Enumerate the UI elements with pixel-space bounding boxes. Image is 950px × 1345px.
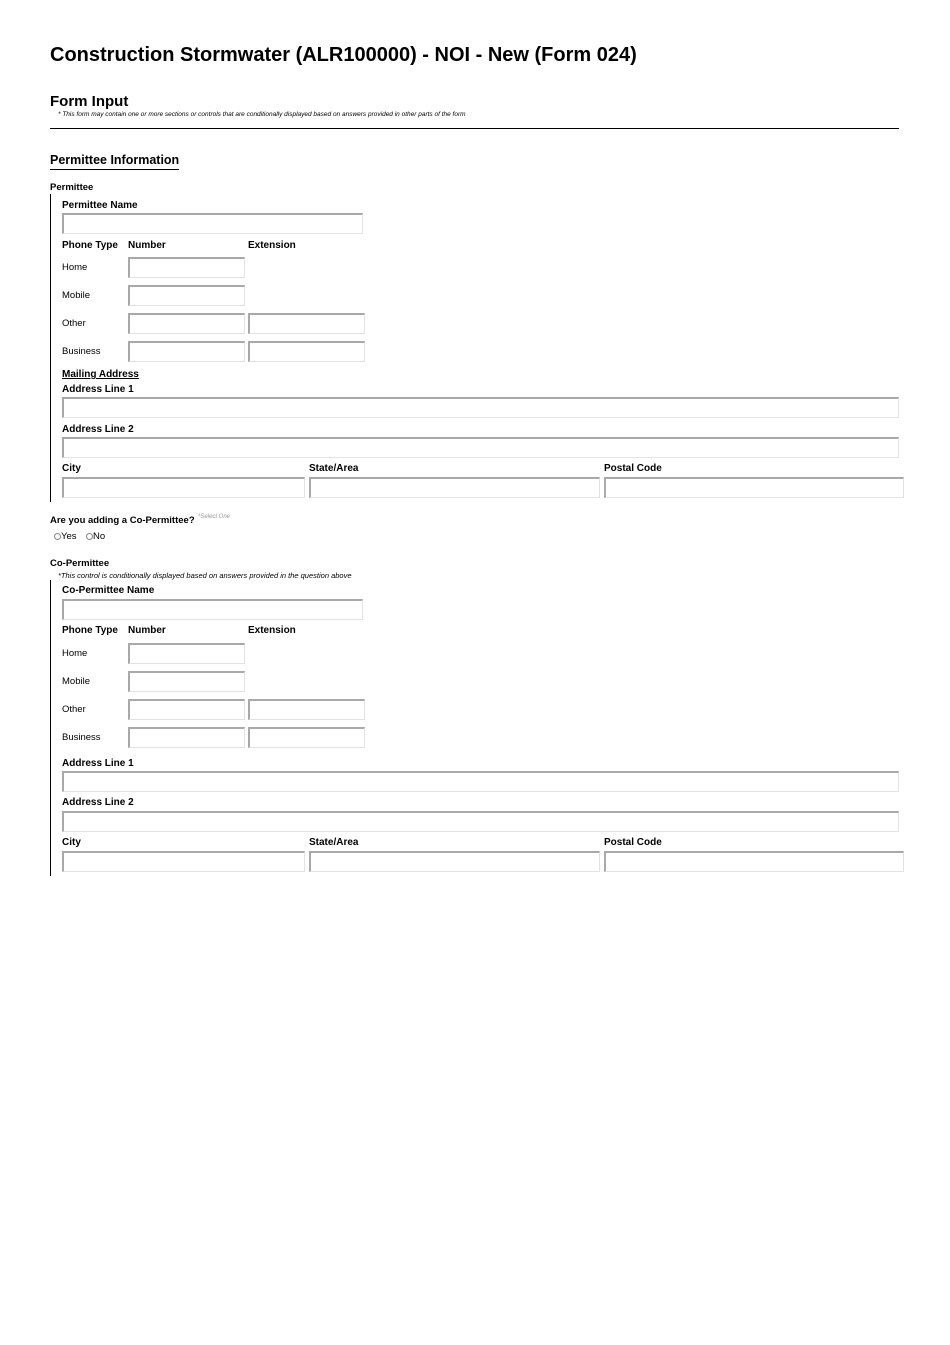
- co-permittee-state-label: State/Area: [309, 837, 359, 848]
- no-radio[interactable]: [86, 533, 93, 540]
- co-permittee-business-number-input[interactable]: [128, 727, 245, 748]
- no-radio-label: No: [93, 531, 106, 542]
- co-permittee-name-input[interactable]: [62, 599, 363, 620]
- permittee-phone-type-header: Phone Type: [62, 240, 118, 251]
- co-permittee-home-number-input[interactable]: [128, 643, 245, 664]
- select-one-hint: *Select One: [198, 514, 231, 520]
- co-permittee-no-option[interactable]: [86, 531, 105, 542]
- permittee-phone-type-mobile: Mobile: [62, 290, 90, 301]
- co-permittee-number-header: Number: [128, 625, 166, 636]
- form-input-heading: Form Input: [50, 93, 129, 110]
- co-permittee-conditional-note: *This control is conditionally displayed based on answers provided in the question above: [58, 571, 352, 580]
- permittee-address2-input[interactable]: [62, 437, 899, 458]
- permittee-name-input[interactable]: [62, 213, 363, 234]
- co-permittee-question: Are you adding a Co-Permittee?: [50, 515, 195, 526]
- permittee-other-extension-input[interactable]: [248, 313, 365, 334]
- permittee-home-number-input[interactable]: [128, 257, 245, 278]
- form-note: * This form may contain one or more sections or controls that are conditionally displayed based on answers provided in other parts of the form: [58, 111, 466, 118]
- permittee-group-label: Permittee: [50, 182, 94, 193]
- co-permittee-address2-label: Address Line 2: [62, 797, 134, 808]
- co-permittee-address1-label: Address Line 1: [62, 758, 134, 769]
- co-permittee-phone-type-home: Home: [62, 648, 88, 659]
- co-permittee-name-label: Co-Permittee Name: [62, 585, 155, 596]
- header-divider: [50, 128, 899, 129]
- co-permittee-phone-type-mobile: Mobile: [62, 676, 90, 687]
- permittee-group-border: [50, 194, 51, 502]
- co-permittee-address2-input[interactable]: [62, 811, 899, 832]
- co-permittee-city-input[interactable]: [62, 851, 305, 872]
- co-permittee-mobile-number-input[interactable]: [128, 671, 245, 692]
- page-title: Construction Stormwater (ALR100000) - NOI - New (Form 024): [50, 44, 637, 66]
- co-permittee-postal-input[interactable]: [604, 851, 904, 872]
- co-permittee-city-label: City: [62, 837, 81, 848]
- permittee-business-number-input[interactable]: [128, 341, 245, 362]
- permittee-other-number-input[interactable]: [128, 313, 245, 334]
- permittee-name-label: Permittee Name: [62, 200, 138, 211]
- permittee-postal-label: Postal Code: [604, 463, 662, 474]
- permittee-state-label: State/Area: [309, 463, 359, 474]
- co-permittee-other-extension-input[interactable]: [248, 699, 365, 720]
- permittee-number-header: Number: [128, 240, 166, 251]
- permittee-address2-label: Address Line 2: [62, 424, 134, 435]
- permittee-city-label: City: [62, 463, 81, 474]
- permittee-phone-type-home: Home: [62, 262, 88, 273]
- permittee-address1-input[interactable]: [62, 397, 899, 418]
- permittee-address1-label: Address Line 1: [62, 384, 134, 395]
- co-permittee-business-extension-input[interactable]: [248, 727, 365, 748]
- co-permittee-group-border: [50, 580, 51, 876]
- co-permittee-phone-type-other: Other: [62, 704, 86, 715]
- permittee-phone-type-business: Business: [62, 346, 101, 357]
- co-permittee-group-label: Co-Permittee: [50, 558, 110, 569]
- mailing-address-heading: Mailing Address: [62, 369, 139, 380]
- permittee-extension-header: Extension: [248, 240, 296, 251]
- co-permittee-phone-type-header: Phone Type: [62, 625, 118, 636]
- co-permittee-phone-type-business: Business: [62, 732, 101, 743]
- co-permittee-extension-header: Extension: [248, 625, 296, 636]
- co-permittee-yes-option[interactable]: [54, 531, 77, 542]
- permittee-postal-input[interactable]: [604, 477, 904, 498]
- co-permittee-address1-input[interactable]: [62, 771, 899, 792]
- yes-radio[interactable]: [54, 533, 61, 540]
- permittee-state-input[interactable]: [309, 477, 600, 498]
- co-permittee-other-number-input[interactable]: [128, 699, 245, 720]
- co-permittee-postal-label: Postal Code: [604, 837, 662, 848]
- permittee-city-input[interactable]: [62, 477, 305, 498]
- permittee-mobile-number-input[interactable]: [128, 285, 245, 306]
- co-permittee-state-input[interactable]: [309, 851, 600, 872]
- permittee-phone-type-other: Other: [62, 318, 86, 329]
- section-title: Permittee Information: [50, 153, 179, 170]
- permittee-business-extension-input[interactable]: [248, 341, 365, 362]
- yes-radio-label: Yes: [61, 531, 77, 542]
